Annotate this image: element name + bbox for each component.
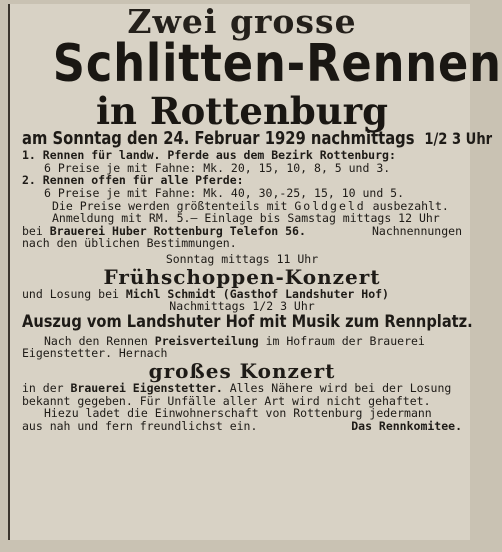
date-time: 1/2 3 Uhr (424, 129, 493, 149)
details: Alles Nähere wird bei der Losung (229, 380, 452, 395)
losung-b: Michl Schmidt (Gasthof Landshuter Hof) (125, 286, 389, 301)
brewery-name: Brauerei Huber Rottenburg Telefon 56. (49, 223, 306, 238)
rules-line: nach den üblichen Bestimmungen. (22, 236, 237, 251)
eigenstetter-line: Eigenstetter. Hernach (22, 346, 168, 361)
date-line (22, 128, 493, 150)
invite-line-2 (22, 420, 462, 433)
brewery2-line (22, 382, 462, 395)
prize-note-gold: Goldgeld (294, 198, 366, 213)
after-prize: Preisverteilung (154, 333, 259, 348)
race1-title: 1. Rennen für landw. Pferde aus dem Bezirk Rottenburg: (22, 147, 396, 162)
after-a: Nach den Rennen (44, 333, 148, 348)
announced-line: bekannt gegeben. Für Unfälle aller Art wird nicht gehaftet. (22, 393, 431, 408)
title-line-1: Zwei grosse (127, 2, 357, 41)
losung-a: und Losung bei (22, 286, 119, 301)
prize-note-a: Die Preise werden größtenteils mit (52, 198, 288, 213)
date-text: am Sonntag den 24. Februar 1929 nachmittags (22, 128, 415, 150)
invite-text: aus nah und fern freundlichst ein. (22, 418, 258, 433)
brewery2: Brauerei Eigenstetter. (70, 380, 223, 395)
parade-line: Auszug vom Landshuter Hof mit Musik zum Rennplatz. (22, 312, 473, 333)
concert-title: Frühschoppen-Konzert (103, 264, 381, 289)
invite-line-1: Hiezu ladet die Einwohnerschaft von Rottenburg jedermann (44, 406, 432, 421)
title-main: Schlitten-Rennen (52, 34, 502, 95)
poster-clipping (8, 2, 502, 540)
prize-note-b: ausbezahlt. (372, 198, 449, 213)
race-details (22, 149, 462, 250)
title-location: in Rottenburg (95, 89, 389, 134)
race2-prizes: 6 Preise je mit Fahne: Mk. 40, 30,-25, 15, 10 und 5. (44, 185, 405, 200)
signature: Das Rennkomitee. (351, 418, 462, 433)
in-the: in der (22, 380, 64, 395)
late-entries: Nachnennungen (371, 223, 462, 238)
after-b: im Hofraum der Brauerei (265, 333, 425, 348)
concert-time: Sonntag mittags 11 Uhr (165, 252, 319, 267)
afternoon-time: Nachmittags 1/2 3 Uhr (169, 299, 315, 314)
brewery-prefix: bei (22, 223, 43, 238)
race2-title: 2. Rennen offen für alle Pferde: (22, 173, 244, 188)
race1-prizes: 6 Preise je mit Fahne: Mk. 20, 15, 10, 8, 5 und 3. (44, 160, 391, 175)
registration: Anmeldung mit RM. 5.— Einlage bis Samstag mittags 12 Uhr (52, 211, 440, 226)
big-concert: großes Konzert (148, 358, 336, 383)
